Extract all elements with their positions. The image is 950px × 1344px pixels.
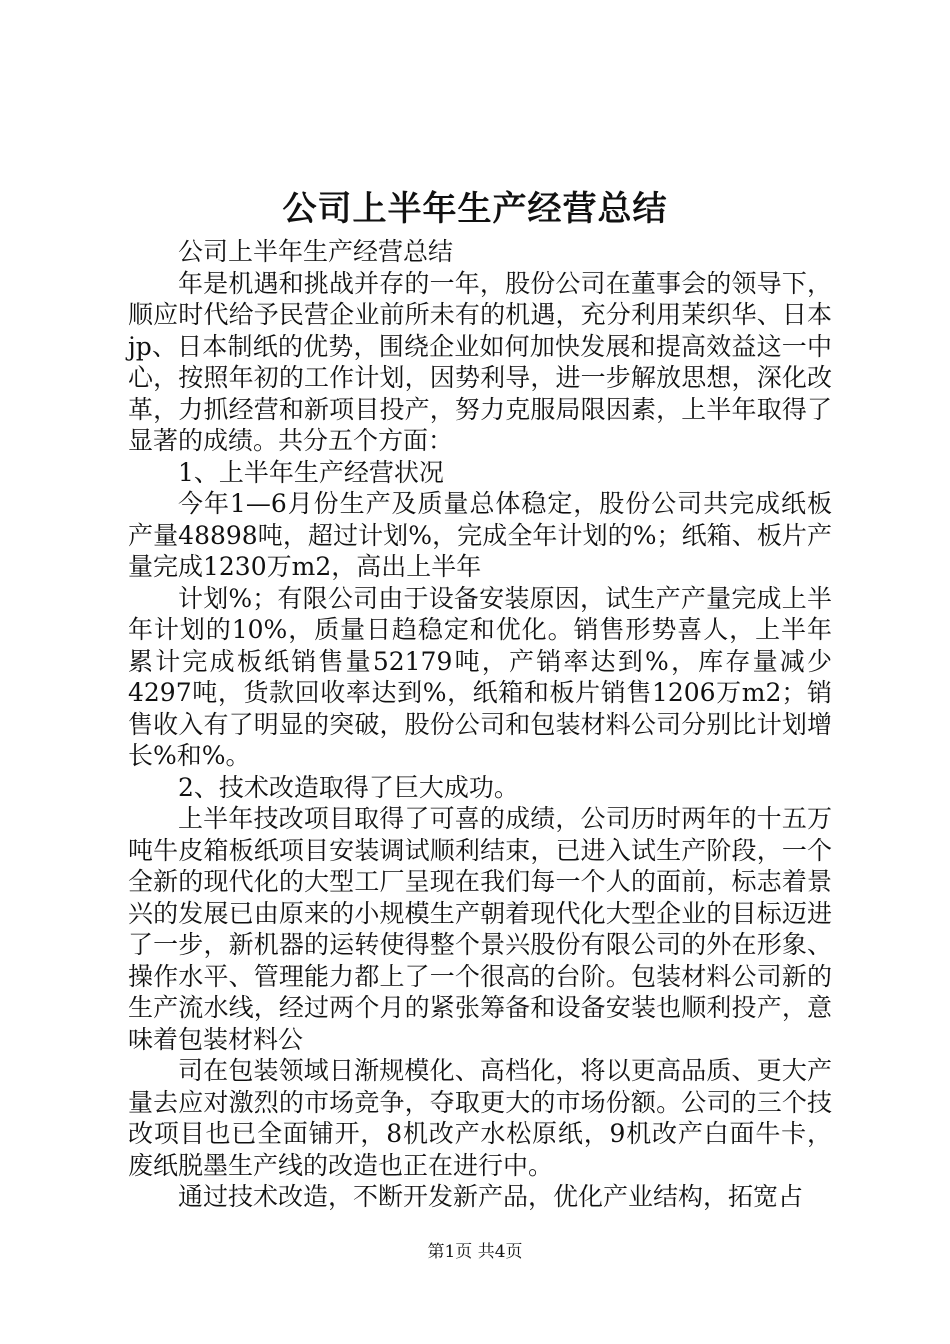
document-title: 公司上半年生产经营总结: [282, 189, 668, 229]
paragraph-production: 今年1—6月份生产及质量总体稳定，股份公司共完成纸板产量48898吨，超过计划%，完成全年计划的%；纸箱、板片产量完成1230万m2，高出上半年: [128, 489, 832, 581]
paragraph-packaging: 司在包装领域日渐规模化、高档化，将以更高品质、更大产量去应对激烈的市场竞争，夺取更大的市场份额。公司的三个技改项目也已全面铺开，8机改产水松原纸，9机改产白面牛卡，废纸脱墨生产线的改造也正在进行中。: [128, 1056, 832, 1180]
paragraph-tech-reform: 上半年技改项目取得了可喜的成绩，公司历时两年的十五万吨牛皮箱板纸项目安装调试顺利结束，已进入试生产阶段，一个全新的现代化的大型工厂呈现在我们每一个人的面前，标志着景兴的发展已由原来的小规模生产朝着现代化大型企业的目标迈进了一步，新机器的运转使得整个景兴股份有限公司的外在形象、操作水平、管理能力都上了一个很高的台阶。包装材料公司新的生产流水线，经过两个月的紧张筹备和设备安装也顺利投产，意味着包装材料公: [128, 804, 832, 1054]
document-body: [128, 236, 832, 1213]
paragraph-heading: 公司上半年生产经营总结: [178, 237, 454, 266]
paragraph-sales: 计划%；有限公司由于设备安装原因，试生产产量完成上半年计划的10%，质量日趋稳定和优化。销售形势喜人，上半年累计完成板纸销售量52179吨，产销率达到%，库存量减少4297吨，货款回收率达到%，纸箱和板片销售1206万m2；销售收入有了明显的突破，股份公司和包装材料公司分别比计划增长%和%。: [128, 583, 832, 770]
section-heading-1: 1、上半年生产经营状况: [178, 457, 444, 487]
paragraph-intro: 年是机遇和挑战并存的一年，股份公司在董事会的领导下，顺应时代给予民营企业前所未有的机遇，充分利用茉织华、日本jp、日本制纸的优势，围绕企业如何加快发展和提高效益这一中心，按照年初的工作计划，因势利导，进一步解放思想，深化改革，力抓经营和新项目投产，努力克服局限因素，上半年取得了显著的成绩。共分五个方面：: [128, 268, 832, 455]
section-heading-2: 2、技术改造取得了巨大成功。: [178, 772, 519, 802]
paragraph-new-products: 通过技术改造，不断开发新产品，优化产业结构，拓宽占: [178, 1182, 804, 1211]
page-number-footer: 第1页 共4页: [427, 1242, 523, 1262]
